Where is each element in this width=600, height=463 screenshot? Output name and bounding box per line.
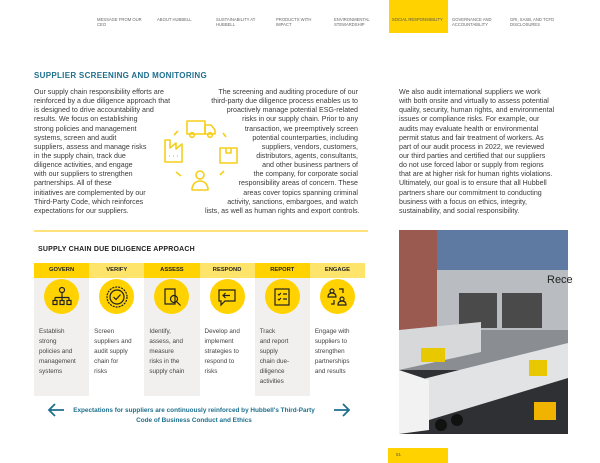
text-line: part of our audit process in 2022, we reviewed bbox=[399, 142, 545, 151]
text-line: transaction, we preemptively screen bbox=[244, 124, 358, 133]
text-line: issues or compliance risks. For example, our bbox=[399, 115, 540, 124]
step-description: Develop and implement strategies to respond to risks bbox=[204, 328, 240, 375]
step-label: RESPOND bbox=[200, 263, 255, 278]
text-line: and other business partners of bbox=[262, 161, 358, 170]
text-line: quality, security, human rights, and environmental bbox=[399, 106, 555, 115]
step-respond bbox=[200, 263, 255, 396]
svg-text:Rece: Rece bbox=[547, 274, 573, 286]
text-line: expectations for our suppliers. bbox=[34, 206, 129, 215]
step-engage bbox=[310, 263, 365, 396]
body-column-3 bbox=[399, 88, 554, 216]
text-line: systems, screen and audit bbox=[34, 133, 117, 142]
step-label: GOVERN bbox=[34, 263, 89, 278]
box-icon bbox=[220, 148, 237, 163]
text-line: with our suppliers to strengthen bbox=[34, 170, 133, 179]
text-line: audits may evaluate health or environmental bbox=[399, 124, 539, 133]
factory-icon bbox=[165, 140, 182, 162]
step-description: Track and report supply chain due- diligence activities bbox=[259, 328, 290, 385]
text-line: Third-Party Code, which reinforces bbox=[34, 197, 144, 206]
section-divider bbox=[34, 230, 368, 232]
step-label: ENGAGE bbox=[310, 263, 365, 278]
document-search-icon bbox=[154, 279, 189, 314]
body-column-1 bbox=[34, 88, 170, 216]
text-line: partnerships. All of these bbox=[34, 179, 112, 188]
step-govern bbox=[34, 263, 89, 396]
nav-message-from-ceo[interactable]: MESSAGE FROM OUR CEO bbox=[97, 17, 142, 27]
text-line: risks in our supply chain. Prior to any bbox=[242, 115, 358, 124]
step-assess bbox=[144, 263, 199, 396]
step-label: VERIFY bbox=[89, 263, 144, 278]
text-line: lists, as well as human rights and export controls. bbox=[205, 206, 360, 215]
text-line: potential counterparties, including bbox=[252, 133, 358, 142]
nav-about-hubbell[interactable]: ABOUT HUBBELL bbox=[157, 17, 192, 22]
text-line: in the supply chain, track due bbox=[34, 151, 126, 160]
nav-social-responsibility[interactable]: SOCIAL RESPONSIBILITY bbox=[389, 0, 448, 33]
step-label: ASSESS bbox=[144, 263, 199, 278]
text-line: is designed to drive accountability and bbox=[34, 106, 154, 115]
step-label: REPORT bbox=[255, 263, 310, 278]
text-line: The screening and auditing procedure of our bbox=[218, 88, 358, 96]
nav-environmental[interactable]: ENVIRONMENTAL STEWARDSHIP bbox=[334, 17, 370, 27]
badge-check-icon bbox=[99, 279, 134, 314]
speech-arrow-icon bbox=[210, 279, 245, 314]
text-line: distributors, agents, consultants, bbox=[256, 151, 358, 160]
text-line: diligence activities, and engage bbox=[34, 161, 133, 170]
text-line: Ultimately, our goal is to ensure that all Hubbell bbox=[399, 179, 547, 188]
step-description: Screen suppliers and audit supply chain for risks bbox=[94, 328, 132, 375]
text-line: business with a focus on ethics, integrity, bbox=[399, 197, 528, 206]
text-line: We also audit international suppliers we work bbox=[399, 88, 541, 96]
text-line: suppliers, assess and manage risks bbox=[34, 142, 147, 151]
text-line: permit status and fair treatment of workers. As bbox=[399, 133, 544, 142]
nav-products-with-impact[interactable]: PRODUCTS WITH IMPACT bbox=[276, 17, 312, 27]
due-diligence-table bbox=[34, 263, 365, 396]
text-line: our third parties and certified that our suppliers bbox=[399, 151, 546, 160]
text-line: third-party due diligence process enables us to bbox=[211, 97, 358, 106]
approach-title: SUPPLY CHAIN DUE DILIGENCE APPROACH bbox=[38, 246, 195, 253]
section-title: SUPPLIER SCREENING AND MONITORING bbox=[34, 71, 208, 80]
step-report bbox=[255, 263, 310, 396]
text-line: strong policies and management bbox=[34, 124, 137, 133]
text-line: do not use forced labor or supply from regions bbox=[399, 161, 544, 170]
person-icon bbox=[192, 171, 208, 190]
text-line: the company, for corporate social bbox=[253, 170, 358, 179]
text-line: proactively manage potential ESG-related bbox=[226, 106, 358, 115]
text-line: areas cover topics spanning criminal bbox=[243, 188, 358, 197]
text-line: partners share our commitment to conducting bbox=[399, 188, 542, 197]
text-line: results. We focus on establishing bbox=[34, 115, 138, 124]
text-line: suppliers, vendors, customers, bbox=[261, 142, 358, 151]
cycle-caption: Expectations for suppliers are continuously reinforced by Hubbell's Third-Party Code of Business Conduct and Ethics bbox=[73, 407, 315, 424]
nav-governance[interactable]: GOVERNANCE AND ACCOUNTABILITY bbox=[452, 17, 492, 27]
nav-sustainability[interactable]: SUSTAINABILITY AT HUBBELL bbox=[216, 17, 256, 27]
arrow-right-icon bbox=[332, 402, 352, 418]
org-chart-icon bbox=[44, 279, 79, 314]
text-line: reinforced by a due diligence approach that bbox=[34, 97, 171, 106]
page-number: 51 bbox=[388, 448, 448, 463]
step-description: Identify, assess, and measure risks in the supply chain bbox=[149, 328, 185, 375]
people-exchange-icon bbox=[320, 279, 355, 314]
text-line: initiatives are complemented by our bbox=[34, 188, 146, 197]
arrow-left-icon bbox=[46, 402, 66, 418]
truck-icon bbox=[187, 121, 215, 137]
step-verify bbox=[89, 263, 144, 396]
text-line: Our supply chain responsibility efforts are bbox=[34, 88, 164, 96]
text-line: sustainability, and social responsibility. bbox=[399, 206, 520, 215]
warehouse-trucks-photo bbox=[399, 230, 573, 434]
top-nav bbox=[0, 0, 600, 34]
checklist-icon bbox=[265, 279, 300, 314]
supply-cycle-icon bbox=[160, 118, 240, 196]
text-line: responsibility areas of concern. These bbox=[238, 179, 358, 188]
step-description: Establish strong policies and management systems bbox=[39, 328, 76, 375]
nav-disclosures[interactable]: GRI, SASB, AND TCFD DISCLOSURES bbox=[510, 17, 555, 27]
text-line: that are at higher risk for human rights violations. bbox=[399, 170, 553, 179]
text-line: with both onsite and virtually to assess potential bbox=[399, 97, 549, 106]
text-line: activity, sanctions, embargoes, and watch bbox=[227, 197, 358, 206]
step-description: Engage with suppliers to strengthen partnerships and results bbox=[314, 328, 350, 375]
